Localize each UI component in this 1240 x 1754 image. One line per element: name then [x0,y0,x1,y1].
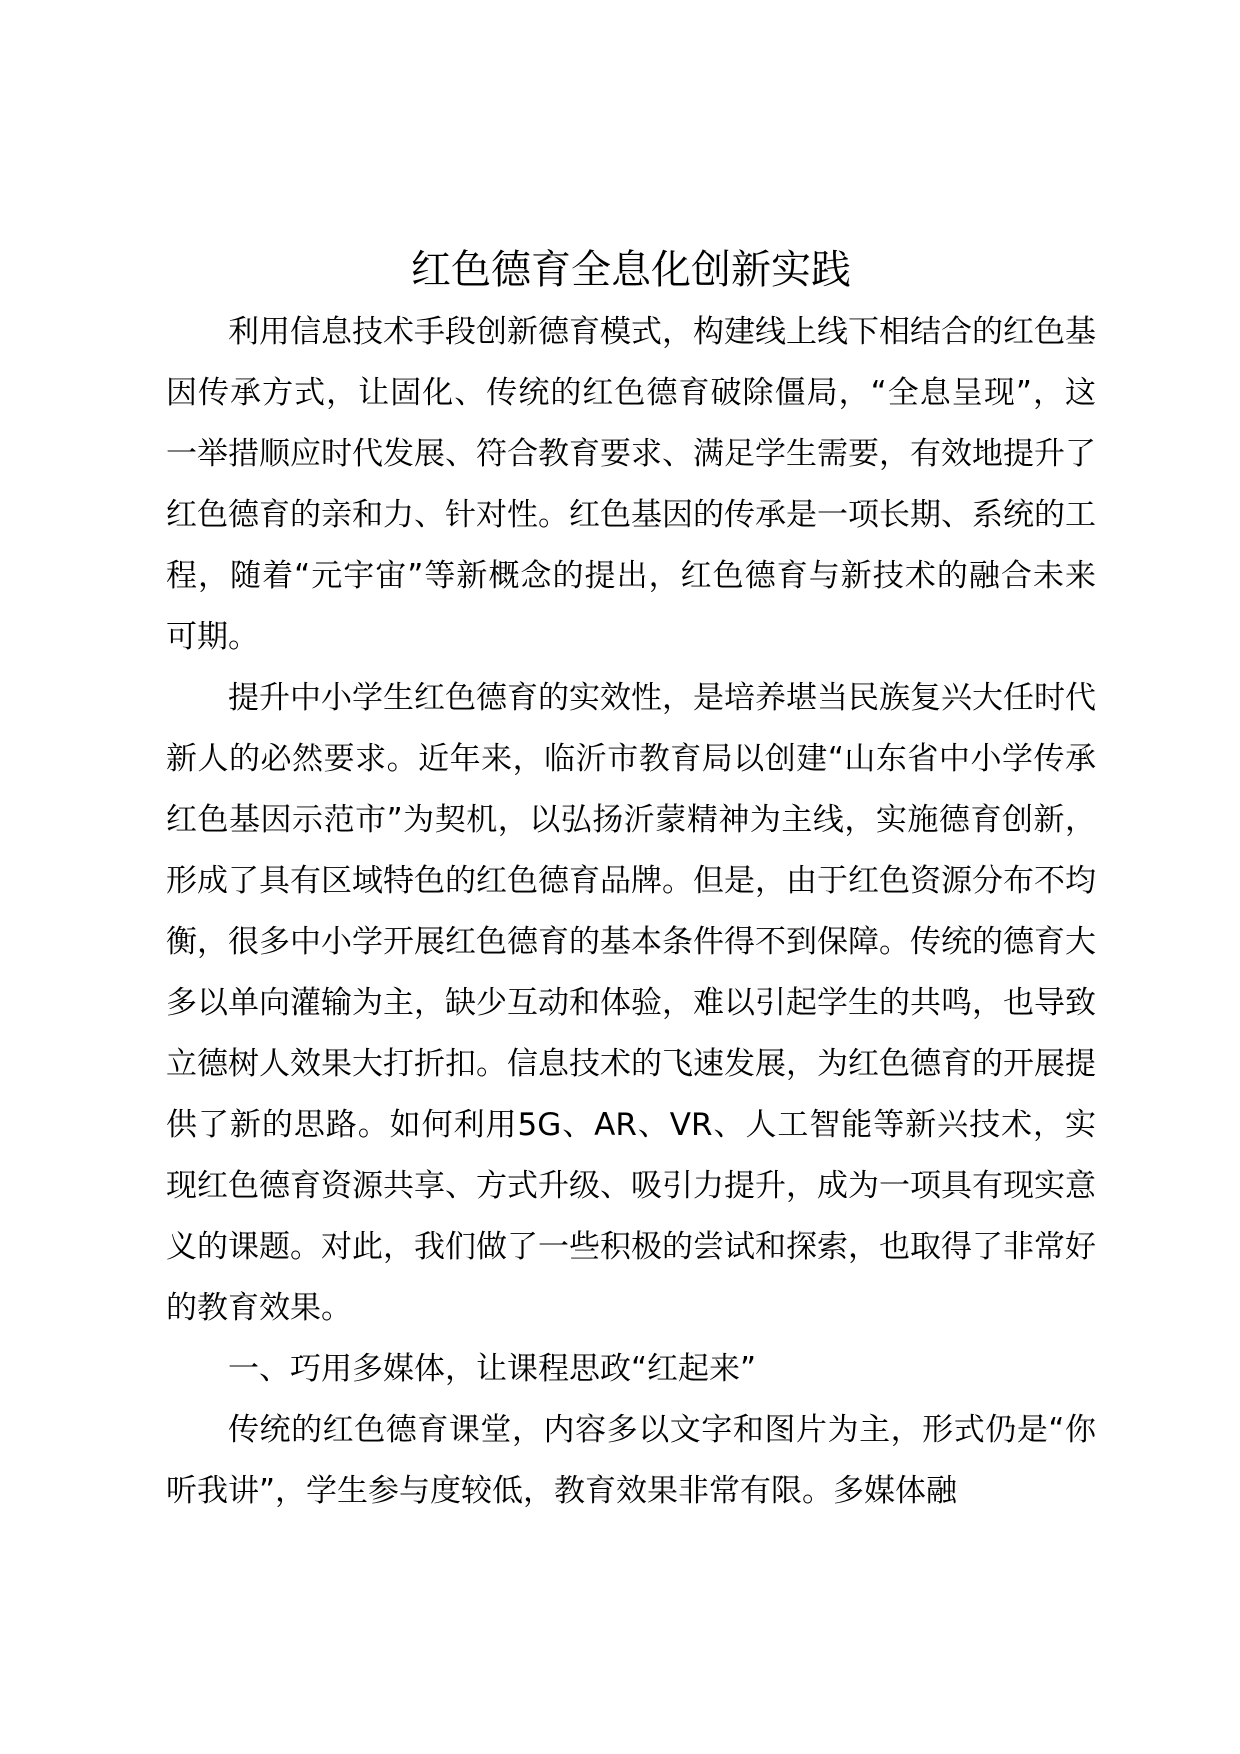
document-title: 红色德育全息化创新实践 [411,247,851,293]
section-heading-1: 一、巧用多媒体，让课程思政“红起来” [228,1351,757,1387]
document-body [166,238,1096,1522]
section-paragraph-1: 传统的红色德育课堂，内容多以文字和图片为主，形式仍是“你听我讲”，学生参与度较低，教育效果非常有限。多媒体融 [166,1412,1096,1509]
body-paragraph-2: 提升中小学生红色德育的实效性，是培养堪当民族复兴大任时代新人的必然要求。近年来，临沂市教育局以创建“山东省中小学传承红色基因示范市”为契机，以弘扬沂蒙精神为主线，实施德育创新，形成了具有区域特色的红色德育品牌。但是，由于红色资源分布不均衡，很多中小学开展红色德育的基本条件得不到保障。传统的德育大多以单向灌输为主，缺少互动和体验，难以引起学生的共鸣，也导致立德树人效果大打折扣。信息技术的飞速发展，为红色德育的开展提供了新的思路。如何利用5G、AR、VR、人工智能等新兴技术，实现红色德育资源共享、方式升级、吸引力提升，成为一项具有现实意义的课题。对此，我们做了一些积极的尝试和探索，也取得了非常好的教育效果。 [166,680,1096,1326]
body-paragraph-1: 利用信息技术手段创新德育模式，构建线上线下相结合的红色基因传承方式，让固化、传统的红色德育破除僵局，“全息呈现”，这一举措顺应时代发展、符合教育要求、满足学生需要，有效地提升了红色德育的亲和力、针对性。红色基因的传承是一项长期、系统的工程，随着“元宇宙”等新概念的提出，红色德育与新技术的融合未来可期。 [166,314,1096,655]
